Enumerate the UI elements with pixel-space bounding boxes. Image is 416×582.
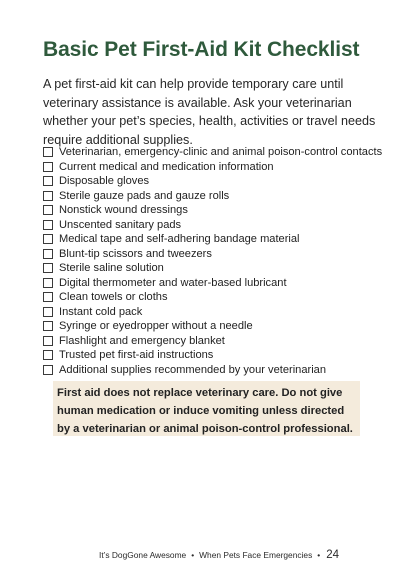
footer-separator: • xyxy=(191,550,195,560)
checklist-item xyxy=(43,334,382,349)
checklist-item xyxy=(43,218,382,233)
checklist-item xyxy=(43,363,382,378)
checklist-item xyxy=(43,189,382,204)
checkbox-icon xyxy=(43,278,53,288)
checkbox-icon xyxy=(43,292,53,302)
checkbox-icon xyxy=(43,307,53,317)
checkbox-icon xyxy=(43,263,53,273)
checkbox-icon xyxy=(43,365,53,375)
checklist-item-label: Additional supplies recommended by your veterinarian xyxy=(59,363,327,376)
checklist-item-label: Unscented sanitary pads xyxy=(59,218,182,231)
checklist-item xyxy=(43,290,382,305)
checklist-item xyxy=(43,348,382,363)
checklist-item-label: Veterinarian, emergency-clinic and animal poison-control contacts xyxy=(59,146,383,158)
footer-site-name: It’s DogGone Awesome xyxy=(99,550,187,560)
checklist-item xyxy=(43,247,382,262)
intro-paragraph: A pet first-aid kit can help provide temporary care until veterinary assistance is available. Ask your veterinarian whether your pet’s species, health, activities or travel needs require additional supplies. xyxy=(43,77,376,147)
checkbox-icon xyxy=(43,234,53,244)
checklist-item xyxy=(43,305,382,320)
checkbox-icon xyxy=(43,220,53,230)
supply-checklist xyxy=(43,145,382,377)
checklist-item xyxy=(43,203,382,218)
footer-separator: • xyxy=(317,550,321,560)
checklist-item-label: Trusted pet first-aid instructions xyxy=(59,349,214,361)
checkbox-icon xyxy=(43,191,53,201)
checklist-item xyxy=(43,174,382,189)
checklist-item-label: Medical tape and self-adhering bandage material xyxy=(59,233,300,245)
checklist-item-label: Blunt-tip scissors and tweezers xyxy=(59,247,212,260)
checklist-item xyxy=(43,232,382,247)
checklist-item-label: Sterile saline solution xyxy=(59,262,164,274)
checklist-item-label: Instant cold pack xyxy=(59,305,143,318)
checklist-item xyxy=(43,276,382,291)
warning-callout xyxy=(53,381,360,436)
checkbox-icon xyxy=(43,336,53,346)
checklist-item xyxy=(43,145,382,160)
checklist-item xyxy=(43,319,382,334)
checklist-item-label: Flashlight and emergency blanket xyxy=(59,334,225,347)
checkbox-icon xyxy=(43,176,53,186)
checklist-item-label: Digital thermometer and water-based lubricant xyxy=(59,276,287,289)
checklist-item-label: Nonstick wound dressings xyxy=(59,204,188,216)
checklist-item xyxy=(43,160,382,175)
checkbox-icon xyxy=(43,321,53,331)
checklist-item-label: Clean towels or cloths xyxy=(59,291,168,303)
page-number: 24 xyxy=(326,549,340,561)
checklist-item-label: Current medical and medication information xyxy=(59,160,274,173)
checkbox-icon xyxy=(43,249,53,259)
checkbox-icon xyxy=(43,350,53,360)
checkbox-icon xyxy=(43,205,53,215)
page-title: Basic Pet First-Aid Kit Checklist xyxy=(43,38,360,61)
checklist-item-label: Sterile gauze pads and gauze rolls xyxy=(59,189,230,202)
checklist-item-label: Disposable gloves xyxy=(59,175,150,187)
warning-text: First aid does not replace veterinary care. Do not give human medication or induce vomiting unless directed by a veterinarian or animal poison-control professional. xyxy=(57,387,353,435)
checkbox-icon xyxy=(43,162,53,172)
checklist-item xyxy=(43,261,382,276)
checklist-item-label: Syringe or eyedropper without a needle xyxy=(59,320,253,332)
page-footer xyxy=(99,549,339,561)
checkbox-icon xyxy=(43,147,53,157)
footer-section-title: When Pets Face Emergencies xyxy=(199,550,313,560)
